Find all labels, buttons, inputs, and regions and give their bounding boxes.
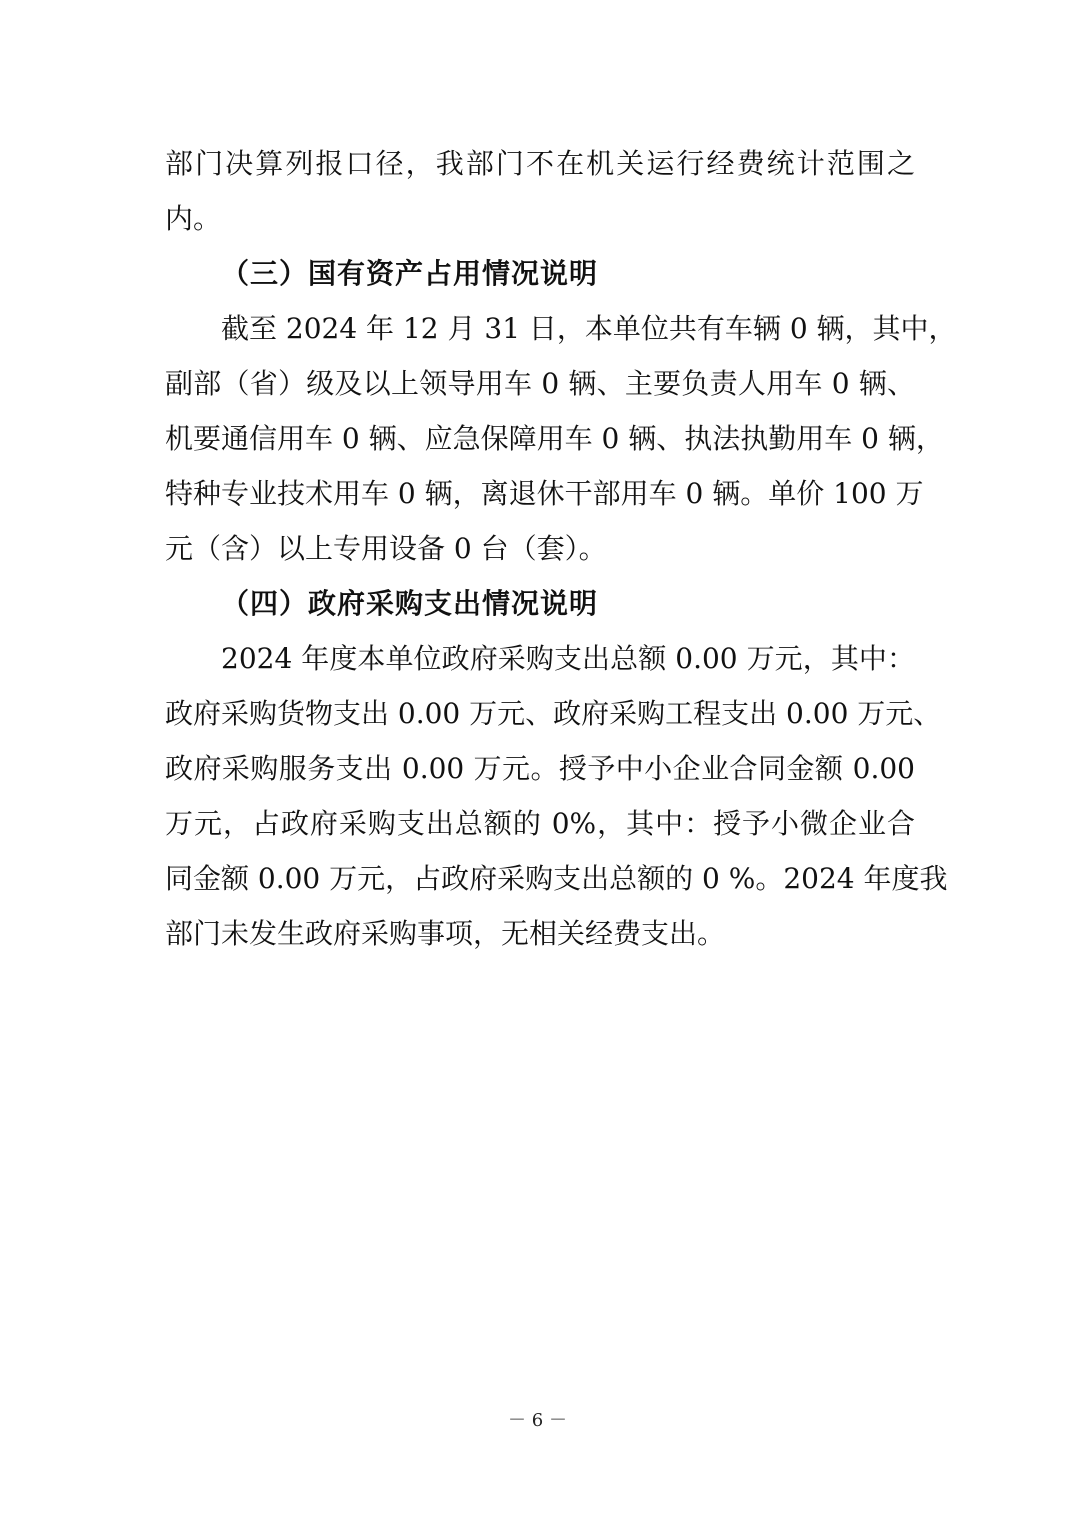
paragraph-line: 特种专业技术用车 0 辆，离退休干部用车 0 辆。单价 100 万 bbox=[165, 477, 924, 510]
paragraph-line: 2024 年度本单位政府采购支出总额 0.00 万元，其中： bbox=[221, 642, 915, 675]
paragraph-line: 元（含）以上专用设备 0 台（套）。 bbox=[165, 532, 607, 565]
section-heading: （四）政府采购支出情况说明 bbox=[221, 587, 599, 620]
paragraph-line: 政府采购货物支出 0.00 万元、政府采购工程支出 0.00 万元、 bbox=[165, 697, 942, 730]
paragraph-line: 副部（省）级及以上领导用车 0 辆、主要负责人用车 0 辆、 bbox=[165, 367, 915, 400]
paragraph-line: 截至 2024 年 12 月 31 日，本单位共有车辆 0 辆，其中， bbox=[221, 312, 957, 345]
paragraph-line: 政府采购服务支出 0.00 万元。授予中小企业合同金额 0.00 bbox=[165, 752, 915, 785]
paragraph-line: 机要通信用车 0 辆、应急保障用车 0 辆、执法执勤用车 0 辆， bbox=[165, 422, 944, 455]
page-number: － 6 － bbox=[508, 1410, 567, 1431]
paragraph-line: 内。 bbox=[165, 202, 222, 235]
paragraph-line: 部门未发生政府采购事项，无相关经费支出。 bbox=[165, 917, 726, 950]
paragraph-line: 部门决算列报口径，我部门不在机关运行经费统计范围之 bbox=[165, 147, 915, 180]
paragraph-line: 万元，占政府采购支出总额的 0%，其中：授予小微企业合 bbox=[165, 807, 915, 840]
section-heading: （三）国有资产占用情况说明 bbox=[221, 257, 599, 290]
paragraph-line: 同金额 0.00 万元，占政府采购支出总额的 0 %。2024 年度我 bbox=[165, 862, 948, 895]
